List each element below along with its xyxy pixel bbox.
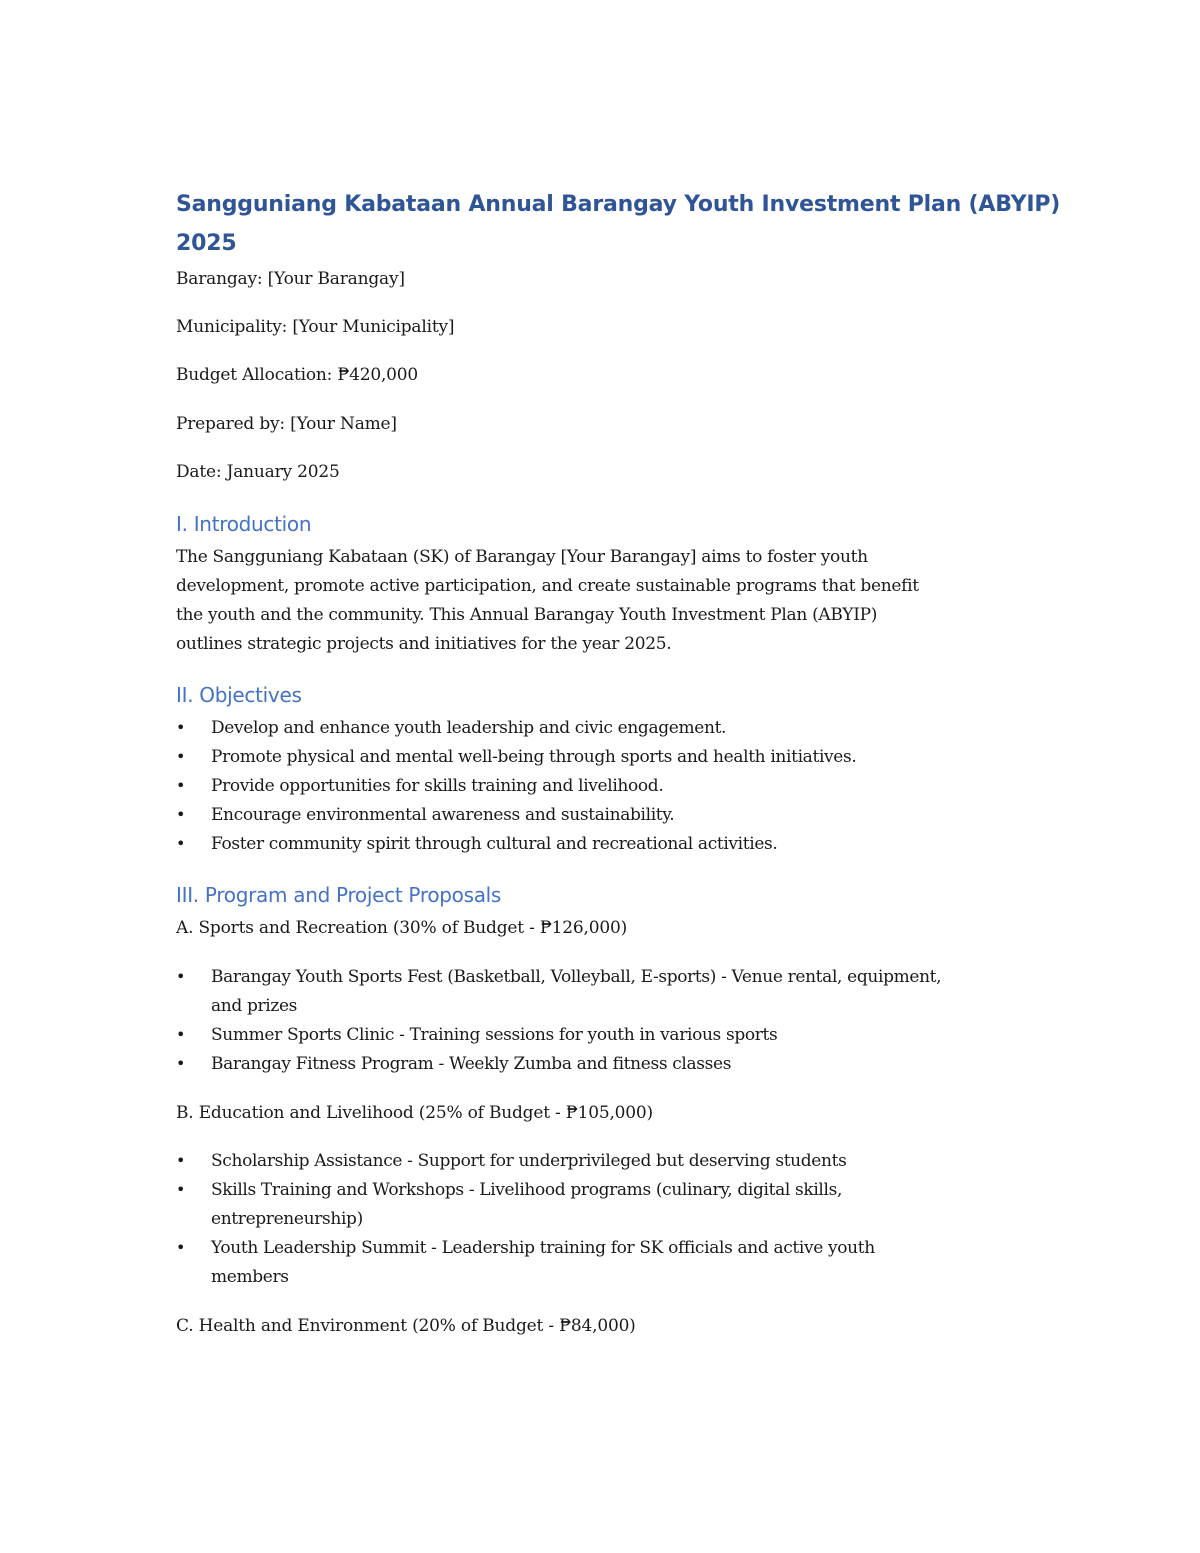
prepared-by-line: Prepared by: [Your Name] (176, 414, 397, 434)
bullet-icon: • (176, 718, 186, 737)
objective-item: Encourage environmental awareness and sustainability. (211, 805, 675, 825)
section-title-sports: A. Sports and Recreation (30% of Budget - ₱126,000) (176, 918, 627, 938)
introduction-line: the youth and the community. This Annual Barangay Youth Investment Plan (ABYIP) (176, 605, 878, 625)
program-item-line: Summer Sports Clinic - Training sessions for youth in various sports (211, 1025, 778, 1045)
bullet-icon: • (176, 834, 186, 853)
bullet-icon: • (176, 1238, 186, 1257)
bullet-icon: • (176, 776, 186, 795)
document-title-line-1: Sangguniang Kabataan Annual Barangay Youth Investment Plan (ABYIP) (176, 192, 1061, 217)
program-item-line: Youth Leadership Summit - Leadership training for SK officials and active youth (211, 1238, 875, 1258)
introduction-line: outlines strategic projects and initiatives for the year 2025. (176, 634, 672, 654)
section-title-education: B. Education and Livelihood (25% of Budget - ₱105,000) (176, 1103, 653, 1123)
date-line: Date: January 2025 (176, 462, 340, 482)
budget-allocation-line: Budget Allocation: ₱420,000 (176, 365, 419, 385)
bullet-icon: • (176, 1151, 186, 1170)
introduction-line: development, promote active participation, and create sustainable programs that benefit (176, 576, 919, 596)
bullet-icon: • (176, 1025, 186, 1044)
introduction-line: The Sangguniang Kabataan (SK) of Barangay [Your Barangay] aims to foster youth (176, 547, 868, 567)
section-title-health: C. Health and Environment (20% of Budget - ₱84,000) (176, 1316, 636, 1336)
bullet-icon: • (176, 1054, 186, 1073)
objectives-heading: II. Objectives (176, 683, 302, 707)
program-item-line: and prizes (211, 996, 298, 1016)
bullet-icon: • (176, 747, 186, 766)
programs-heading: III. Program and Project Proposals (176, 883, 502, 907)
program-item-line: members (211, 1267, 289, 1287)
program-item-line: Barangay Youth Sports Fest (Basketball, Volleyball, E-sports) - Venue rental, equipment, (211, 967, 942, 987)
bullet-icon: • (176, 805, 186, 824)
program-item-line: Barangay Fitness Program - Weekly Zumba and fitness classes (211, 1054, 732, 1074)
program-item-line: Scholarship Assistance - Support for underprivileged but deserving students (211, 1151, 847, 1171)
program-item-line: entrepreneurship) (211, 1209, 363, 1229)
barangay-line: Barangay: [Your Barangay] (176, 269, 405, 289)
bullet-icon: • (176, 1180, 186, 1199)
objective-item: Promote physical and mental well-being through sports and health initiatives. (211, 747, 857, 767)
document-title-line-2: 2025 (176, 231, 237, 256)
objective-item: Provide opportunities for skills training and livelihood. (211, 776, 664, 796)
objective-item: Develop and enhance youth leadership and civic engagement. (211, 718, 727, 738)
bullet-icon: • (176, 967, 186, 986)
introduction-heading: I. Introduction (176, 512, 312, 536)
objective-item: Foster community spirit through cultural and recreational activities. (211, 834, 778, 854)
program-item-line: Skills Training and Workshops - Livelihood programs (culinary, digital skills, (211, 1180, 843, 1200)
municipality-line: Municipality: [Your Municipality] (176, 317, 455, 337)
